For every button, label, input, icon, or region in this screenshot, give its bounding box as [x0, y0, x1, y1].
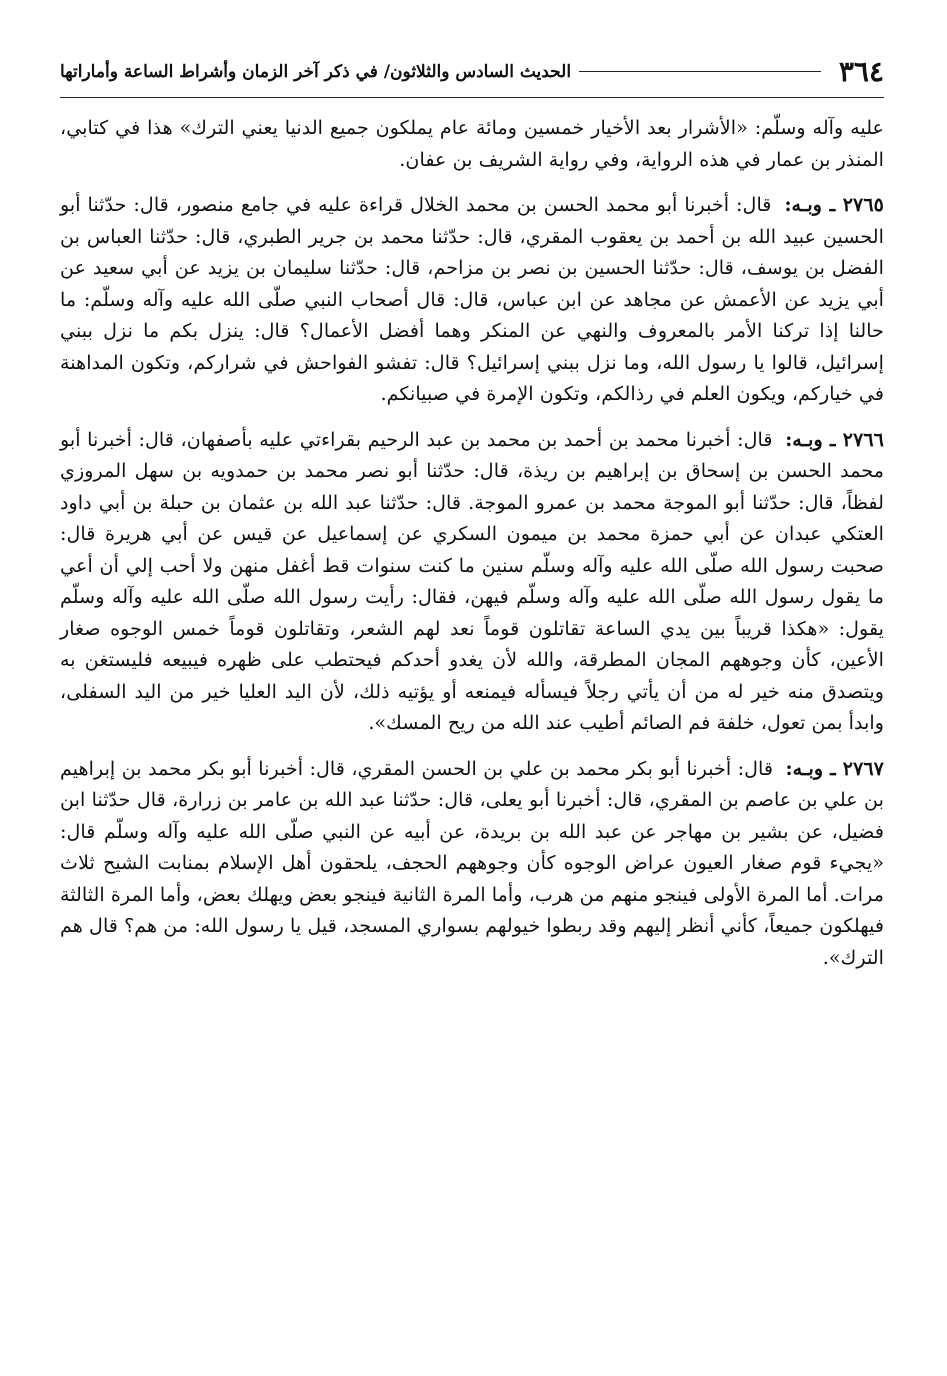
- paragraph-text: قال: أخبرنا محمد بن أحمد بن محمد بن عبد الرحيم بقراءتي عليه بأصفهان، قال: أخبرنا أبو محمد الحسن بن إسحاق بن إبراهيم بن ريذة، قال: حدّثنا أبو نصر محمد بن حمدويه بن سهل المروزي لفظاً، قال: حدّثنا أبو الموجة محمد بن عمرو الموجة. قال: حدّثنا عبد الله بن عثمان بن حبلة بن أبي داود العتكي عبدان عن أبي حمزة محمد بن ميمون السكري عن إسماعيل عن قيس عن أبي هريرة قال: صحبت رسول الله صلّى الله عليه وآله وسلّم سنين ما كنت سنوات قط أغفل منهن ولا أحب إلي أن أعي ما يقول رسول الله صلّى الله عليه وآله وسلّم فيهن، فقال: رأيت رسول الله صلّى الله عليه وآله وسلّم يقول: «هكذا قريباً بين يدي الساعة تقاتلون قوماً نعد لهم الشعر، وتقاتلون قوماً خمس الوجوه صغار الأعين، كأن وجوههم المجان المطرقة، والله لأن يغدو أحدكم فيحتطب على ظهره فيبيعه فليستغن به ويتصدق منه خير له من أن يأتي رجلاً فيسأله فيمنعه أو يؤتيه ذلك، لأن اليد العليا خير من اليد السفلى، وابدأ بمن تعول، خلفة فم الصائم أطيب عند الله من ريح المسك».: [60, 427, 884, 734]
- hadith-number: ٢٧٦٧ ـ وبـه:: [785, 756, 884, 780]
- running-title: الحديث السادس والثلاثون/ في ذكر آخر الزمان وأشراط الساعة وأماراتها: [60, 61, 572, 82]
- paragraph-continuation: [60, 112, 884, 175]
- hadith-number: ٢٧٦٥ ـ وبـه:: [784, 193, 884, 216]
- hadith-2767: [60, 753, 884, 974]
- page-number: ٣٦٤: [838, 55, 884, 88]
- hadith-2765: [60, 189, 884, 410]
- paragraph-text: قال: أخبرنا أبو بكر محمد بن علي بن الحسن المقري، قال: أخبرنا أبو بكر محمد بن إبراهيم بن علي بن عاصم بن المقري، قال: أخبرنا أبو يعلى، قال: حدّثنا عبد الله بن عامر بن زرارة، قال حدّثنا ابن فضيل، عن بشير بن مهاجر عن عبد الله بن بريدة، عن أبيه عن النبي صلّى الله عليه وآله وسلّم قال: «يجيء قوم صغار العيون عراض الوجوه كأن وجوههم الحجف، يلحقون أهل الإسلام بمنابت الشيح ثلاث مرات. أما المرة الأولى فينجو منهم من هرب، وأما المرة الثانية فينجو بعض ويهلك بعض، وأما المرة الثالثة فيهلكون جميعاً، كأني أنظر إليهم وقد ربطوا خيولهم بسواري المسجد، قيل يا رسول الله: من هم؟ قال هم الترك».: [59, 756, 884, 969]
- paragraph-text: عليه وآله وسلّم: «الأشرار بعد الأخيار خمسين ومائة عام يملكون جميع الدنيا يعني الترك» هذا في كتابي، المنذر بن عمار في هذه الرواية، وفي رواية الشريف بن عفان.: [60, 116, 884, 171]
- main-text: [60, 112, 884, 987]
- page-header: [60, 52, 884, 98]
- hadith-number: ٢٧٦٦ ـ وبـه:: [785, 427, 884, 451]
- hadith-2766: [60, 424, 884, 739]
- header-rule: [579, 71, 821, 72]
- paragraph-text: قال: أخبرنا أبو محمد الحسن بن محمد الخلال قراءة عليه في جامع منصور، قال: حدّثنا أبو الحسين عبيد الله بن أحمد بن يعقوب المقري، قال: حدّثنا محمد بن جرير الطبري، قال: حدّثنا العباس بن الفضل بن يوسف، قال: حدّثنا الحسين بن نصر بن مزاحم، قال: حدّثنا سليمان بن يزيد عن أبي سعيد عن أبي يزيد عن الأعمش عن مجاهد عن ابن عباس، قال: قال أصحاب النبي صلّى الله عليه وآله وسلّم: ما حالنا إذا تركنا الأمر بالمعروف والنهي عن المنكر وهما أفضل الأعمال؟ قال: ينزل بكم ما نزل ببني إسرائيل، قالوا يا رسول الله، وما نزل ببني إسرائيل؟ قال: تفشو الفواحش في شراركم، وتكون المداهنة في خياركم، ويكون العلم في رذالكم، وتكون الإمرة في صبيانكم.: [60, 193, 884, 405]
